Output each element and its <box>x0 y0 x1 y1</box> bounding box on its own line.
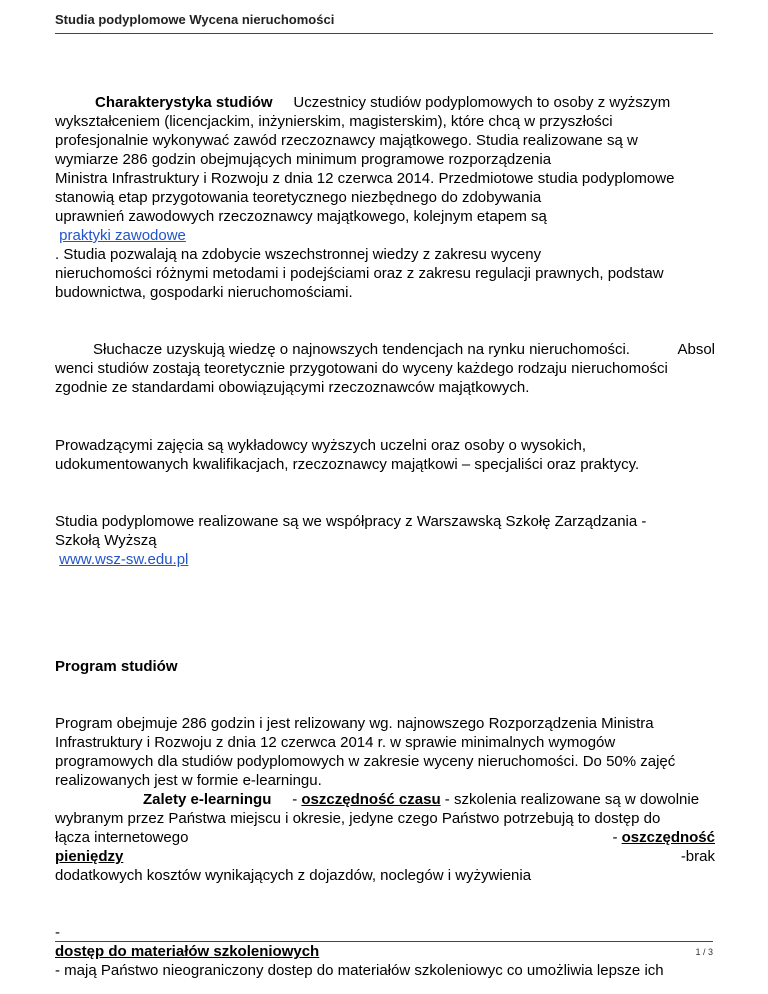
participants-paragraph: Słuchacze uzyskują wiedzę o najnowszych tendencjach na rynku nieruchomości. Absol wenci studiów zostają teoretycznie przygotowani do wyceny każdego rodzaju nieruchomości zgodnie ze standardami obowiązującymi rzeczoznawców majątkowych. <box>55 341 715 396</box>
elearning-heading: Zalety e-learningu <box>143 791 272 808</box>
program-heading: Program studiów <box>55 658 178 675</box>
access-paragraph: - dostęp do materiałów szkoleniowych - mają Państwo nieograniczony dostep do materiałów szkoleniowyc co umożliwia lepsze ich <box>55 924 664 979</box>
cooperation-paragraph: Studia podyplomowe realizowane są we współpracy z Warszawską Szkołę Zarządzania - Szkołą Wyższą www.wsz-sw.edu.pl <box>55 513 647 568</box>
materials-access-label: dostęp do materiałów szkoleniowych <box>55 943 320 960</box>
header-divider <box>55 33 713 34</box>
lecturers-paragraph: Prowadzącymi zajęcia są wykładowcy wyższych uczelni oraz osoby o wysokich, udokumentowanych kwalifikacjach, rzeczoznawcy majątkowi – specjaliści oraz praktycy. <box>55 437 640 473</box>
money-saving-label: oszczędność <box>621 829 715 846</box>
praktyki-zawodowe-link[interactable]: praktyki zawodowe <box>59 227 186 244</box>
page-number: 1 / 3 <box>695 947 713 957</box>
program-paragraph: Program obejmuje 286 godzin i jest relizowany wg. najnowszego Rozporządzenia Ministra Infrastruktury i Rozwoju z dnia 12 czerwca 2014 r. w sprawie minimalnych wymogów programowych dla studiów podyplomowych w zakresie wyceny nieruchomości. Do 50% zajęć realizowanych jest w formie e-learningu. Zalety e-learningu - oszczędność czasu - szkolenia realizowane są w dowolnie wybranym przez Państwa miejscu i okresie, jedyne czego Państwo potrzebują to dostęp do łącza internetowego - oszczędność pieniędzy -brak dodatkowych kosztów wynikających z dojazdów, noclegów i wyżywienia <box>55 715 715 884</box>
document-body <box>55 93 715 980</box>
time-saving-label: oszczędność czasu <box>301 791 441 808</box>
wsz-website-link[interactable]: www.wsz-sw.edu.pl <box>59 551 189 568</box>
intro-paragraph: Charakterystyka studiów Uczestnicy studiów podyplomowych to osoby z wyższym wykształceniem (licencjackim, inżynierskim, magisterskim), które chcą w przyszłości profesjonalnie wykonywać zawód rzeczoznawcy majątkowego. Studia realizowane są w wymiarze 286 godzin obejmujących minimum programowe rozporządzenia Ministra Infrastruktury i Rozwoju z dnia 12 czerwca 2014. Przedmiotowe studia podyplomowe stanowią etap przygotowania teoretycznego niezbędnego do zdobywania uprawnień zawodowych rzeczoznawcy majątkowego, kolejnym etapem są praktyki zawodowe . Studia pozwalają na zdobycie wszechstronnej wiedzy z zakresu wyceny nieruchomości różnymi metodami i podejściami oraz z zakresu regulacji prawnych, podstaw budownictwa, gospodarki nieruchomościami. <box>55 94 675 301</box>
footer-divider <box>55 941 713 942</box>
intro-heading: Charakterystyka studiów <box>95 94 273 111</box>
page-header-title: Studia podyplomowe Wycena nieruchomości <box>55 12 335 27</box>
money-saving-label-cont: pieniędzy <box>55 848 124 865</box>
